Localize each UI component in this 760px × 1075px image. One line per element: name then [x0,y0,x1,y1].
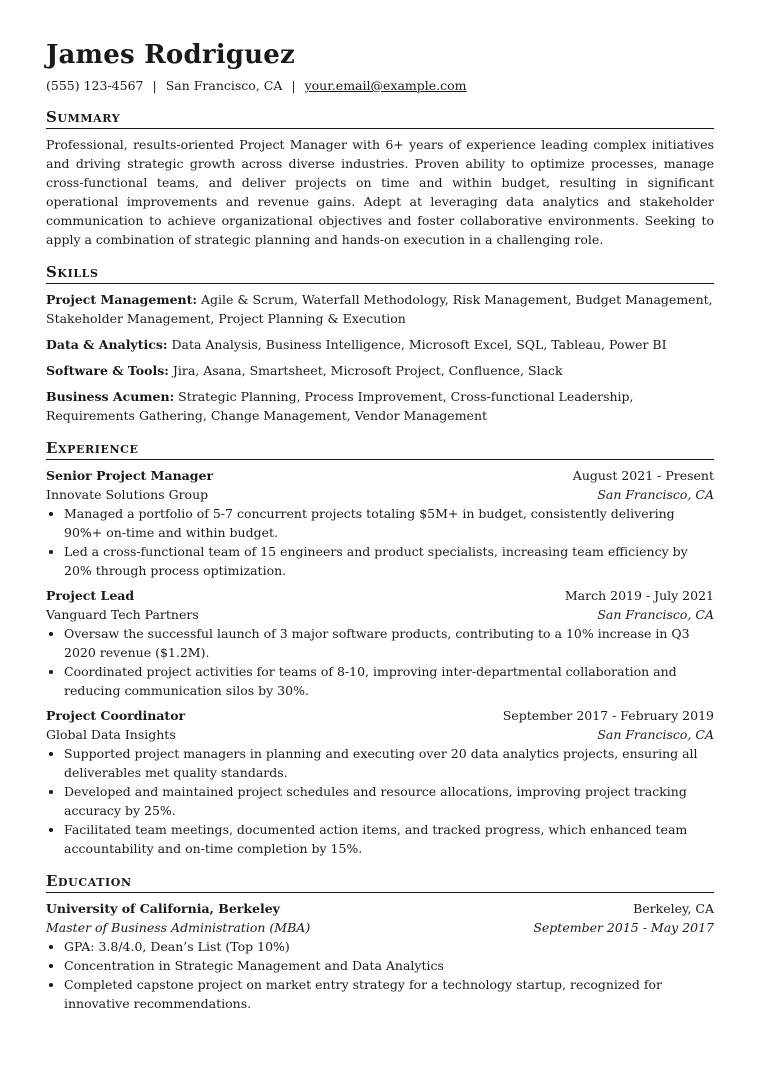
skill-label: Software & Tools: [46,363,169,378]
skill-label: Business Acumen: [46,389,175,404]
skills-list [46,290,714,425]
candidate-name: James Rodriguez [46,40,295,70]
job-company: Innovate Solutions Group [46,487,209,502]
phone: (555) 123-4567 [46,78,144,93]
job-company: Global Data Insights [46,727,176,742]
skill-row [46,387,714,425]
job-company-row [46,485,714,504]
job-dates: September 2017 - February 2019 [502,708,714,723]
email-link[interactable]: your.email@example.com [304,78,467,93]
contact-line [46,78,714,94]
bullet-item: • Coordinated project activities for teams of 8-10, improving inter-departmental collaboration and reducing communication silos by 30%. [64,662,714,700]
skill-value: Jira, Asana, Smartsheet, Microsoft Project, Confluence, Slack [172,363,563,378]
job-title: Senior Project Manager [46,468,214,483]
job-location: San Francisco, CA [597,607,714,622]
job-bullets [46,504,714,580]
bullet-item: • Facilitated team meetings, documented action items, and tracked progress, which enhanced team accountability and on-time completion by 15%. [64,820,714,858]
job-location: San Francisco, CA [597,727,714,742]
job-entry [46,586,714,700]
skill-row [46,290,714,328]
separator: | [152,78,157,93]
section-heading-experience: Experience [46,439,714,460]
education-dates: September 2015 - May 2017 [533,920,714,935]
job-title: Project Lead [46,588,135,603]
school-location: Berkeley, CA [633,901,714,916]
job-entry [46,466,714,580]
job-dates: March 2019 - July 2021 [564,588,714,603]
bullet-item: • Completed capstone project on market entry strategy for a technology startup, recognized for innovative recommendations. [64,975,714,1013]
school-name: University of California, Berkeley [46,901,280,916]
bullet-item: • Led a cross-functional team of 15 engineers and product specialists, increasing team efficiency by 20% through process optimization. [64,542,714,580]
location: San Francisco, CA [165,78,283,93]
bullet-item: • Managed a portfolio of 5-7 concurrent projects totaling $5M+ in budget, consistently delivering 90%+ on-time and within budget. [64,504,714,542]
job-dates: August 2021 - Present [572,468,714,483]
section-heading-skills: Skills [46,263,714,284]
job-title-row [46,706,714,725]
bullet-item: • GPA: 3.8/4.0, Dean’s List (Top 10%) [64,937,714,956]
skill-label: Data & Analytics: [46,337,168,352]
skill-label: Project Management: [46,292,198,307]
education-entry [46,899,714,1013]
degree-row [46,918,714,937]
job-company: Vanguard Tech Partners [46,607,199,622]
bullet-item: • Developed and maintained project schedules and resource allocations, improving project tracking accuracy by 25%. [64,782,714,820]
bullet-item: • Supported project managers in planning and executing over 20 data analytics projects, ensuring all deliverables met quality standards. [64,744,714,782]
job-title-row [46,586,714,605]
job-title-row [46,466,714,485]
degree: Master of Business Administration (MBA) [46,920,311,935]
education-bullets [46,937,714,1013]
summary-text: Professional, results-oriented Project Manager with 6+ years of experience leading complex initiatives and driving strategic growth across diverse industries. Proven ability to optimize processes, manage cross-functional teams, and deliver projects on time and within budget, resulting in significant operational improvements and revenue gains. Adept at leveraging data analytics and stakeholder communication to achieve organizational objectives and foster collaborative environments. Seeking to apply a combination of strategic planning and hands-on execution in a challenging role. [46,137,714,247]
skill-value: Agile & Scrum, Waterfall Methodology, Risk Management, Budget Management, Stakeholder Management, Project Planning & Execution [46,292,713,326]
job-company-row [46,725,714,744]
job-bullets [46,744,714,858]
skill-row [46,361,714,380]
section-heading-education: Education [46,872,714,893]
job-entry [46,706,714,858]
skill-value: Strategic Planning, Process Improvement, Cross-functional Leadership, Requirements Gathering, Change Management, Vendor Management [46,389,634,423]
section-heading-summary: Summary [46,108,714,129]
school-row [46,899,714,918]
skill-row [46,335,714,354]
bullet-item: • Oversaw the successful launch of 3 major software products, contributing to a 10% increase in Q3 2020 revenue ($1.2M). [64,624,714,662]
job-company-row [46,605,714,624]
skill-value: Data Analysis, Business Intelligence, Microsoft Excel, SQL, Tableau, Power BI [171,337,667,352]
separator: | [291,78,296,93]
bullet-item: • Concentration in Strategic Management and Data Analytics [64,956,714,975]
job-location: San Francisco, CA [597,487,714,502]
job-title: Project Coordinator [46,708,186,723]
job-bullets [46,624,714,700]
